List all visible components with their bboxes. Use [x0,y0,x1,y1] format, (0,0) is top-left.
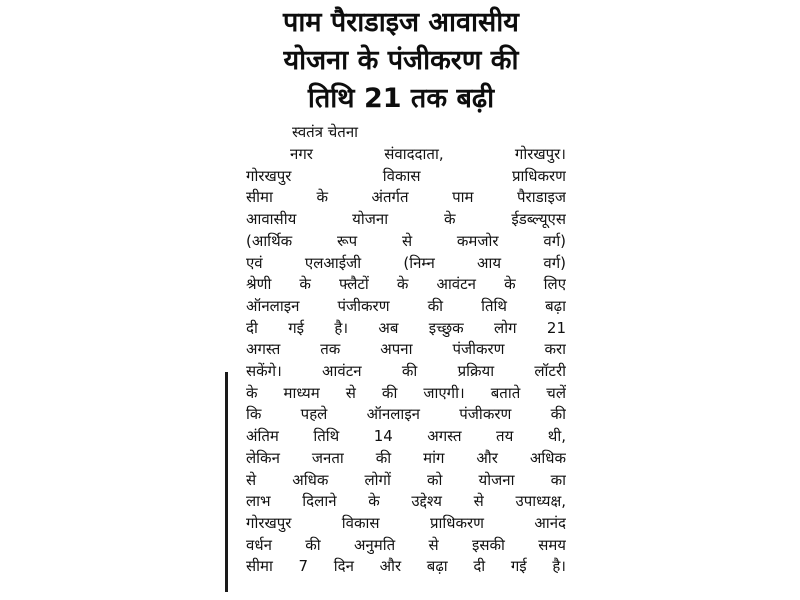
body-line: नगर संवाददाता, गोरखपुर। [290,145,566,163]
body-line: ऑनलाइन पंजीकरण की तिथि बढ़ा [246,296,566,315]
body-line: श्रेणी के फ्लैटों के आवंटन के लिए [246,275,566,294]
body-line: दी गई है। अब इच्छुक लोग 21 [246,318,566,337]
body-line: अंतिम तिथि 14 अगस्त तय थी, [246,427,566,446]
body-line: सकेंगे। आवंटन की प्रक्रिया लॉटरी [246,362,566,381]
body-line: अगस्त तक अपना पंजीकरण करा [246,340,566,359]
body-line: सीमा 7 दिन और बढ़ा दी गई है। [246,557,566,576]
body-line: गोरखपुर विकास प्राधिकरण आनंद [246,513,566,532]
body-line: (आर्थिक रूप से कमजोर वर्ग) [246,231,566,250]
body-line: वर्धन की अनुमति से इसकी समय [246,535,566,554]
body-line: गोरखपुर विकास प्राधिकरण [246,166,566,185]
byline: स्वतंत्र चेतना [292,123,359,141]
headline-line-2: योजना के पंजीकरण की [283,45,519,76]
body-line: लेकिन जनता की मांग और अधिक [246,448,566,467]
body-line: के माध्यम से की जाएगी। बताते चलें [246,383,566,402]
headline [232,4,570,118]
body-line: एवं एलआईजी (निम्न आय वर्ग) [246,253,566,272]
body-line: आवासीय योजना के ईडब्ल्यूएस [246,210,566,229]
body-line: कि पहले ऑनलाइन पंजीकरण की [246,405,566,424]
body-line: लाभ दिलाने के उद्देश्य से उपाध्यक्ष, [246,492,566,511]
headline-line-1: पाम पैराडाइज आवासीय [283,7,519,38]
body-line: सीमा के अंतर्गत पाम पैराडाइज [246,188,566,207]
column-rule [225,372,228,592]
headline-line-3: तिथि 21 तक बढ़ी [307,83,495,114]
article-body [246,144,566,578]
body-line: से अधिक लोगों को योजना का [246,470,566,489]
